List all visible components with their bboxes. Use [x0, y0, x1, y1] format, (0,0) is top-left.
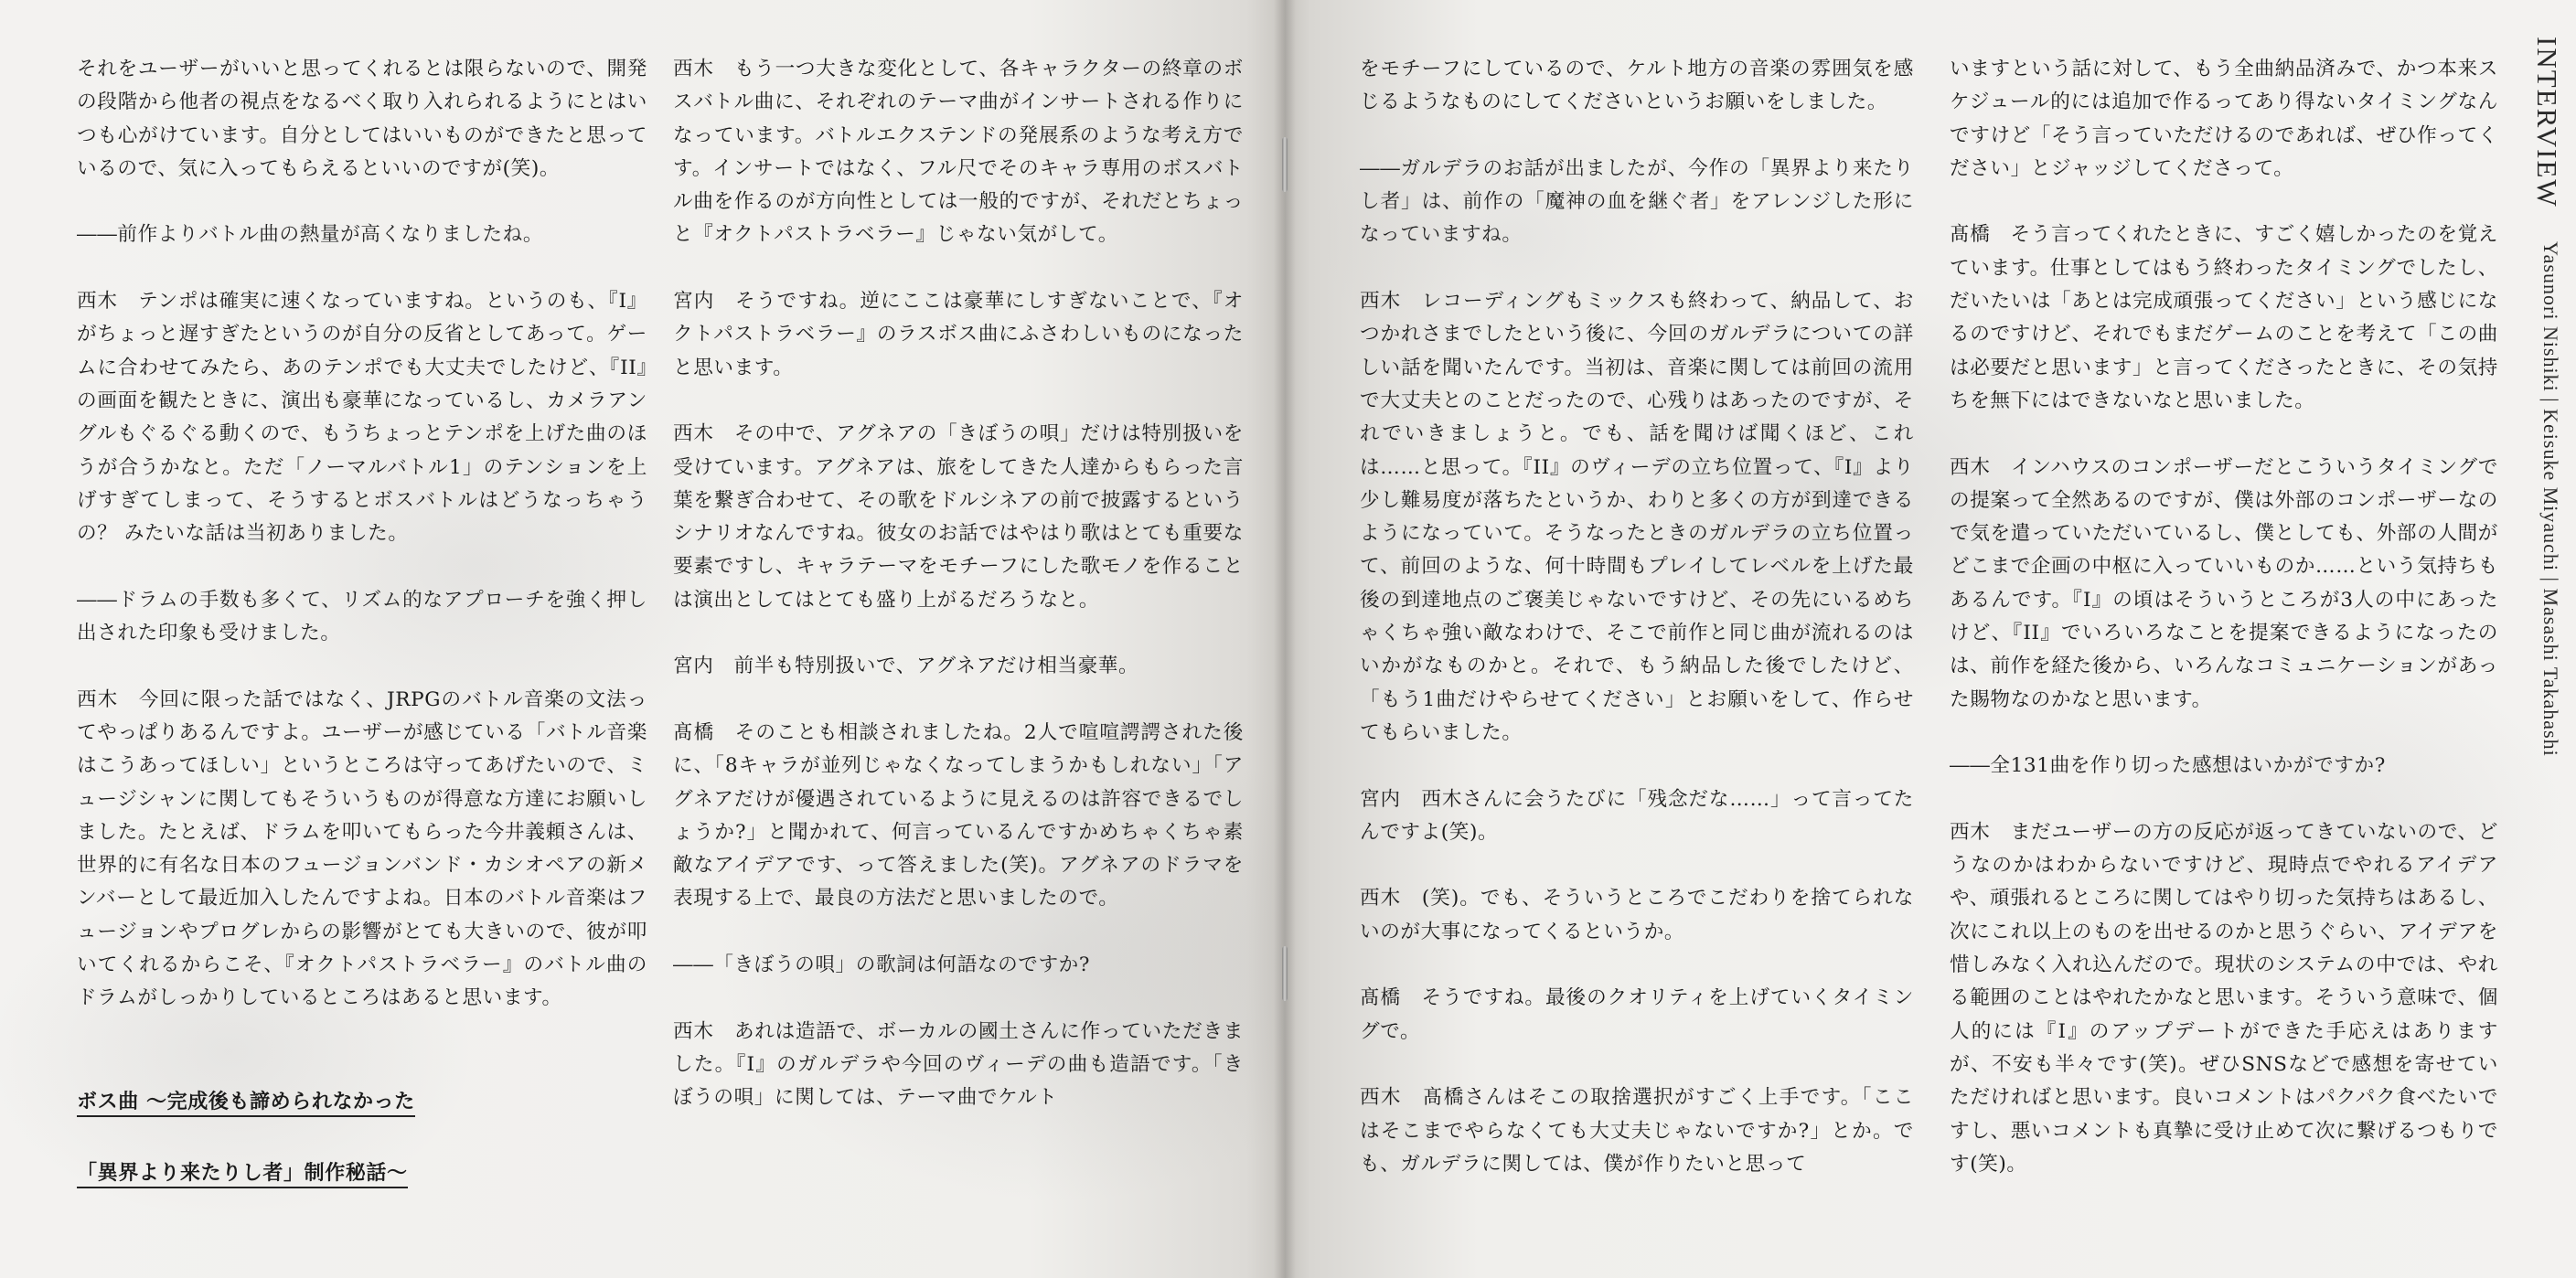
running-head	[2530, 37, 2563, 756]
staple	[1282, 137, 1288, 192]
section-heading-line-1: ボス曲 〜完成後も諦められなかった	[77, 1090, 415, 1117]
paragraph: それをユーザーがいいと思ってくれるとは限らないので、開発の段階から他者の視点をなるべく取り入れられるようにとはいつも心がけています。自分としてはいいものができたと思っているので、気に入ってもらえるといいのですが(笑)。	[77, 58, 647, 180]
right-column-1	[1360, 53, 1914, 1214]
section-heading-line-2: 「異界より来たりし者」制作秘話〜	[77, 1161, 408, 1188]
paragraph: いますという話に対して、もう全曲納品済みで、かつ本来スケジュール的には追加で作るってあり得ないタイミングなんですけど「そう言っていただけるのであれば、ぜひ作ってください」とジャッジしてくださって。	[1950, 58, 2498, 180]
paragraph: 西木 テンポは確実に速くなっていますね。というのも、『I』がちょっと遅すぎたというのが自分の反省としてあって。ゲームに合わせてみたら、あのテンポでも大丈夫でしたけど、『II』の画面を観たときに、演出も豪華になっているし、カメラアングルもぐるぐる動くので、もうちょっとテンポを上げた曲のほうが合うかなと。ただ「ノーマルバトル1」のテンションを上げすぎてしまって、そうするとボスバトルはどうなっちゃうの？ みたいな話は当初ありました。	[77, 290, 647, 546]
paragraph: 髙橋 そうですね。最後のクオリティを上げていくタイミングで。	[1360, 986, 1914, 1043]
paragraph: 宮内 そうですね。逆にここは豪華にしすぎないことで、『オクトパストラベラー』のラスボス曲にふさわしいものになったと思います。	[673, 290, 1244, 379]
paragraph: 西木 その中で、アグネアの「きぼうの唄」だけは特別扱いを受けています。アグネアは、旅をしてきた人達からもらった言葉を繋ぎ合わせて、その歌をドルシネアの前で披露するというシナリオなんですね。彼女のお話ではやはり歌はとても重要な要素ですし、キャラテーマをモチーフにした歌モノを作ることは演出としてはとても盛り上がるだろうなと。	[673, 422, 1244, 612]
right-column-2	[1950, 53, 2498, 1214]
right-page	[1285, 0, 2576, 1278]
paragraph: 西木 もう一つ大きな変化として、各キャラクターの終章のボスバトル曲に、それぞれのテーマ曲がインサートされる作りになっています。バトルエクステンドの発展系のような考え方です。インサートではなく、フル尺でそのキャラ専用のボスバトル曲を作るのが方向性としては一般的ですが、それだとちょっと『オクトパストラベラー』じゃない気がして。	[673, 58, 1244, 247]
interviewer-question: ――ガルデラのお話が出ましたが、今作の「異界より来たりし者」は、前作の「魔神の血を継ぐ者」をアレンジした形になっていますね。	[1360, 156, 1914, 247]
paragraph: 宮内 前半も特別扱いで、アグネアだけ相当豪華。	[673, 655, 1139, 678]
paragraph: 髙橋 そう言ってくれたときに、すごく嬉しかったのを覚えています。仕事としてはもう終わったタイミングでしたし、だいたいは「あとは完成頑張ってください」という感じになるのですけど、それでもまだゲームのことを考えて「この曲は必要だと思います」と言ってくださったときに、その気持ちを無下にはできないなと思いました。	[1950, 223, 2498, 412]
section-heading	[77, 1049, 647, 1191]
running-head-names: Yasunori Nishiki | Keisuke Miyauchi | Masashi Takahashi	[2539, 240, 2562, 757]
paragraph: 西木 今回に限った話ではなく、JRPGのバトル音楽の文法ってやっぱりあるんですよ。ユーザーが感じている「バトル音楽はこうあってほしい」というところは守ってあげたいので、ミュージシャンに関してもそういうものが得意な方達にお願いしました。たとえば、ドラムを叩いてもらった今井義頼さんは、世界的に有名な日本のフュージョンバンド・カシオペアの新メンバーとして最近加入したんですよね。日本のバトル音楽はフュージョンやプログレからの影響がとても大きいので、彼が叩いてくれるからこそ、『オクトパストラベラー』のバトル曲のドラムがしっかりしているところはあると思います。	[77, 687, 647, 1010]
paragraph: 西木 髙橋さんはそこの取捨選択がすごく上手です。「ここはそこまでやらなくても大丈夫じゃないですか?」とか。でも、ガルデラに関しては、僕が作りたいと思って	[1360, 1086, 1914, 1176]
interviewer-question: ――「きぼうの唄」の歌詞は何語なのですか?	[673, 953, 1091, 977]
left-page	[0, 0, 1285, 1278]
paragraph: 西木 (笑)。でも、そういうところでこだわりを捨てられないのが大事になってくるというか。	[1360, 887, 1914, 943]
interviewer-question: ――前作よりバトル曲の熱量が高くなりましたね。	[77, 223, 544, 247]
paragraph: 髙橋 そのことも相談されましたね。2人で喧喧諤諤された後に、「8キャラが並列じゃなくなってしまうかもしれない」「アグネアだけが優遇されているように見えるのは許容できるでしょうか?」と聞かれて、何言っているんですかめちゃくちゃ素敵なアイデアです、って答えました(笑)。アグネアのドラマを表現する上で、最良の方法だと思いましたので。	[673, 720, 1244, 911]
left-column-1	[77, 53, 647, 1191]
running-head-title: INTERVIEW	[2531, 37, 2563, 208]
left-column-2	[673, 53, 1244, 1148]
paragraph: 西木 あれは造語で、ボーカルの國土さんに作っていただきました。『I』のガルデラや今回のヴィーデの曲も造語です。「きぼうの唄」に関しては、テーマ曲でケルト	[673, 1019, 1244, 1110]
staple	[1282, 946, 1288, 1001]
paragraph: をモチーフにしているので、ケルト地方の音楽の雰囲気を感じるようなものにしてくださいというお願いをしました。	[1360, 58, 1915, 114]
interviewer-question: ――全131曲を作り切った感想はいかがですか?	[1950, 754, 2386, 778]
paragraph: 西木 レコーディングもミックスも終わって、納品して、おつかれさまでしたという後に、今回のガルデラについての詳しい話を聞いたんです。当初は、音楽に関しては前回の流用で大丈夫とのことだったので、心残りはあったのですが、それでいきましょうと。でも、話を聞けば聞くほど、これは……と思って。『II』のヴィーデの立ち位置って、『I』より少し難易度が落ちたというか、わりと多くの方が到達できるようになっていて。そうなったときのガルデラの立ち位置って、前回のような、何十時間もプレイしてレベルを上げた最後の到達地点のご褒美じゃないですけど、その先にいるめちゃくちゃ強い敵なわけで、そこで前作と同じ曲が流れるのはいかがなものかと。それで、もう納品した後でしたけど、「もう1曲だけやらせてください」とお願いをして、作らせてもらいました。	[1360, 290, 1914, 744]
paragraph: 宮内 西木さんに会うたびに「残念だな……」って言ってたんですよ(笑)。	[1360, 787, 1914, 844]
paragraph: 西木 インハウスのコンポーザーだとこういうタイミングでの提案って全然あるのですが、僕は外部のコンポーザーなので気を遣っていただいているし、僕としても、外部の人間がどこまで企画の中枢に入っていいものか……という気持ちもあるんです。『I』の頃はそういうところが3人の中にあったけど、『II』でいろいろなことを提案できるようになったのは、前作を経た後から、いろんなコミュニケーションがあった賜物なのかなと思います。	[1950, 455, 2498, 711]
paragraph: 西木 まだユーザーの方の反応が返ってきていないので、どうなのかはわからないですけど、現時点でやれるアイデアや、頑張れるところに関してはやり切った気持ちはあるし、次にこれ以上のものを出せるのかと思うぐらい、アイデアを惜しみなく入れ込んだので。現状のシステムの中では、やれる範囲のことはやれたかなと思います。そういう意味で、個人的には『I』のアップデートができた手応えはありますが、不安も半々です(笑)。ぜひSNSなどで感想を寄せていただければと思います。良いコメントはパクパク食べたいですし、悪いコメントも真摯に受け止めて次に繋げるつもりです(笑)。	[1950, 820, 2498, 1176]
interviewer-question: ――ドラムの手数も多くて、リズム的なアプローチを強く押し出された印象も受けました。	[77, 588, 647, 645]
